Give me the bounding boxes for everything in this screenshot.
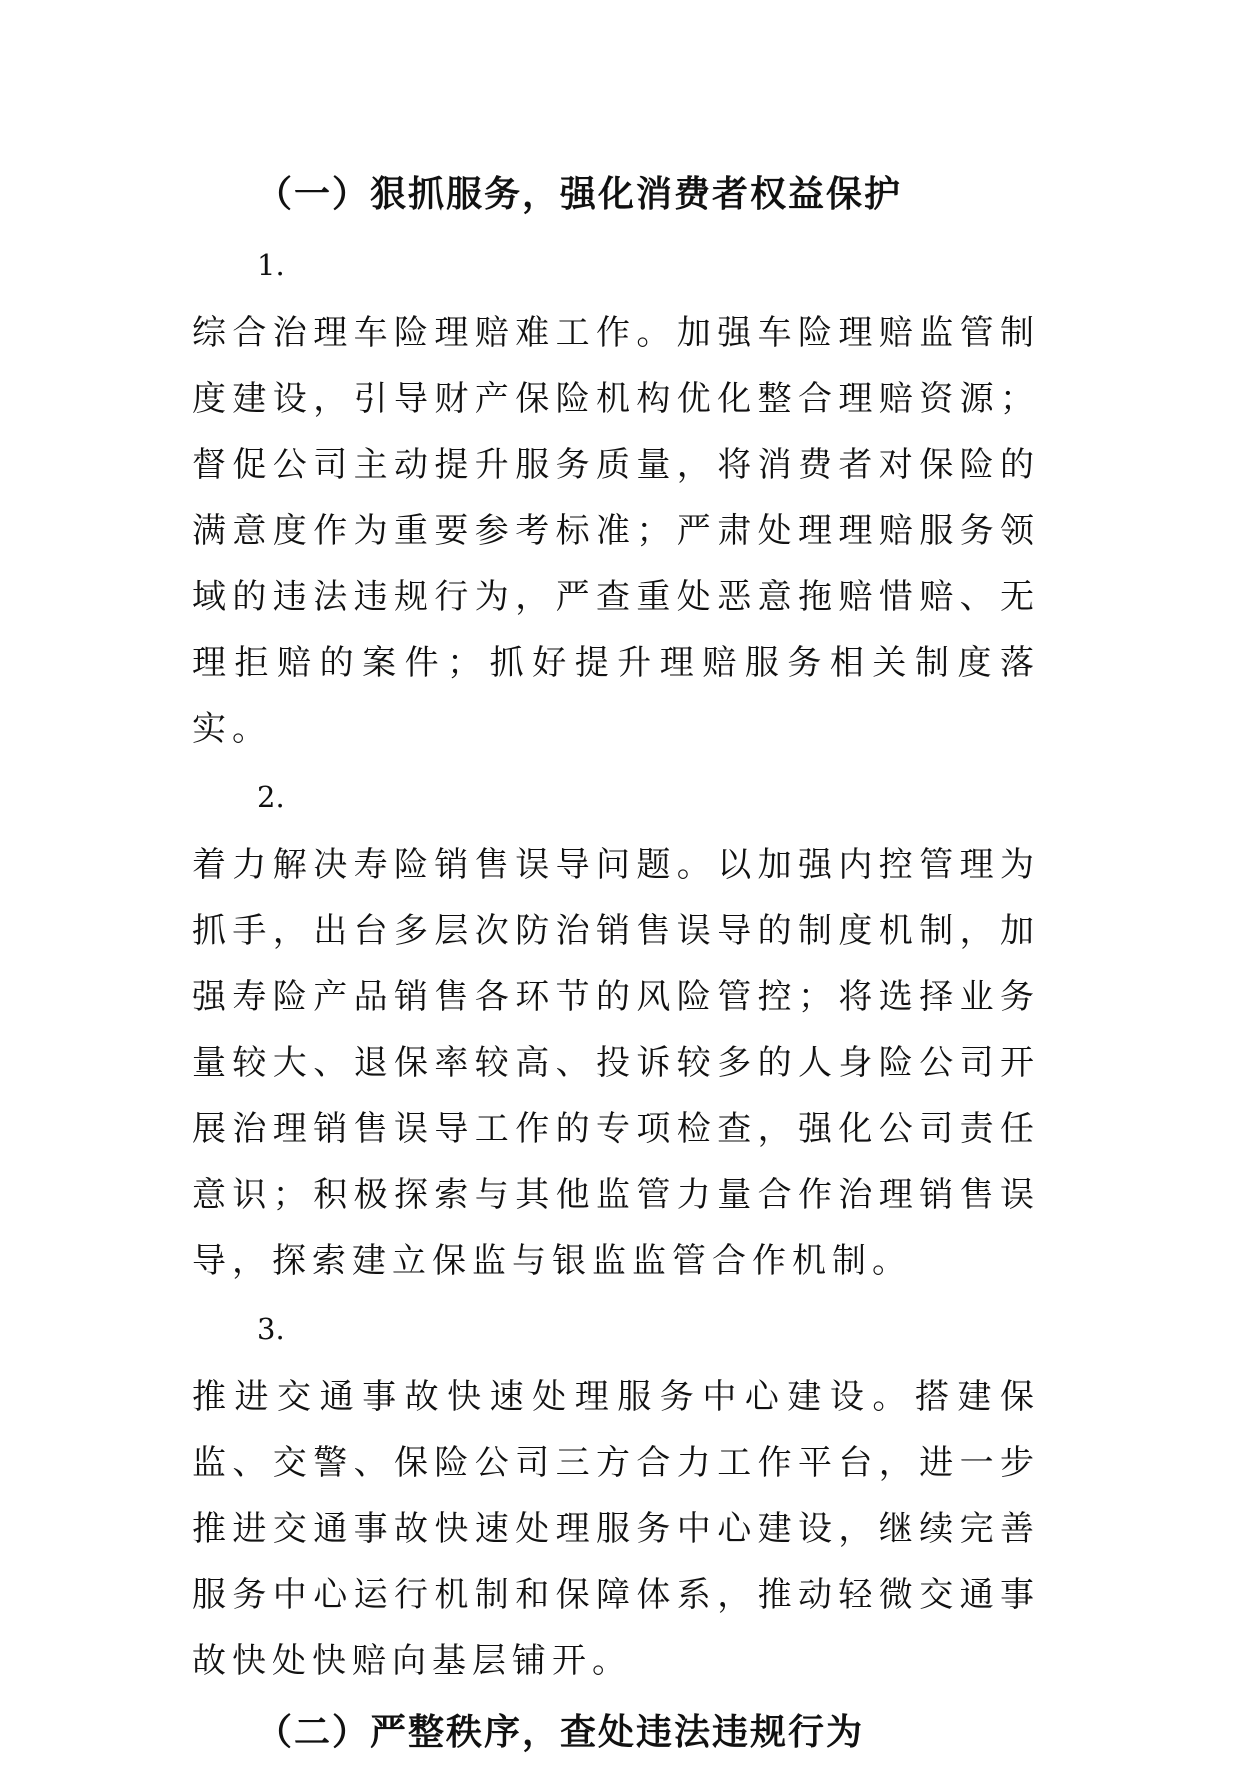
item-paragraph: 着力解决寿险销售误导问题。以加强内控管理为抓手，出台多层次防治销售误导的制度机制，加强寿险产品销售各环节的风险管控；将选择业务量较大、退保率较高、投诉较多的人身险公司开展治理销售误导工作的专项检查，强化公司责任意识；积极探索与其他监管力量合作治理销售误导，探索建立保监与银监监管合作机制。 xyxy=(192,845,1040,1281)
list-item-3 xyxy=(192,1294,1040,1694)
item-paragraph: 推进交通事故快速处理服务中心建设。搭建保监、交警、保险公司三方合力工作平台，进一步推进交通事故快速处理服务中心建设，继续完善服务中心运行机制和保障体系，推动轻微交通事故快处快赔向基层铺开。 xyxy=(192,1377,1040,1681)
section-heading-1: （一）狠抓服务，强化消费者权益保护 xyxy=(256,174,903,215)
section-heading-2: （二）严整秩序，查处违法违规行为 xyxy=(256,1712,865,1753)
list-item-1 xyxy=(192,230,1040,762)
item-number: 1. xyxy=(257,248,285,282)
item-paragraph: 综合治理车险理赔难工作。加强车险理赔监管制度建设，引导财产保险机构优化整合理赔资源；督促公司主动提升服务质量，将消费者对保险的满意度作为重要参考标准；严肃处理理赔服务领域的违法违规行为，严查重处恶意拖赔惜赔、无理拒赔的案件；抓好提升理赔服务相关制度落实。 xyxy=(192,313,1040,749)
list-item-2 xyxy=(192,762,1040,1294)
item-number: 2. xyxy=(257,780,285,814)
item-number: 3. xyxy=(257,1312,285,1346)
document-body xyxy=(192,160,1040,1768)
